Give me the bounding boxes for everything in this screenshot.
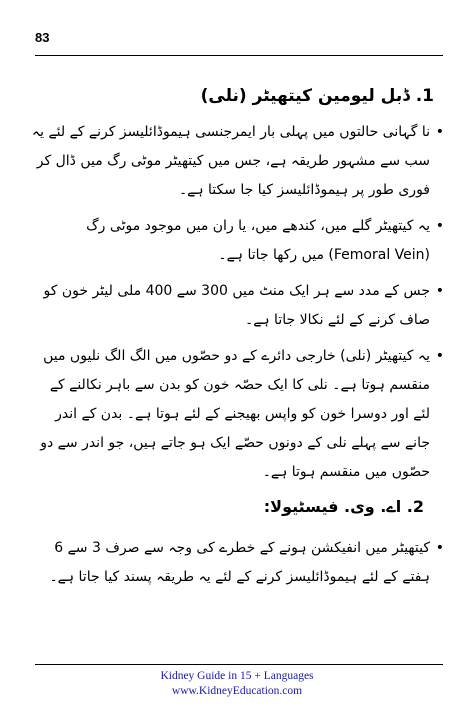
list-item-text: یہ کیتھیٹر گلے میں، کندھے میں، یا ران میں موجود موٹی رگ (Femoral Vein) میں رکھا جاتا ہے۔ <box>86 218 430 263</box>
bullet-icon: • <box>435 348 444 364</box>
section-heading: 1. ڈبل لیومین کیتھیٹر (نلی) <box>200 86 434 106</box>
list-item <box>30 118 444 205</box>
bullet-icon: • <box>435 124 444 140</box>
bullet-icon: • <box>435 540 444 556</box>
footer-website[interactable]: www.KidneyEducation.com <box>171 685 303 697</box>
section-subheading: 2. اے. وی. فیسٹیولا: <box>263 497 424 516</box>
list-item <box>30 342 444 487</box>
list-item-text: نا گہانی حالتوں میں پہلی بار ایمرجنسی ہیموڈائلیسز کرنے کے لئے یہ سب سے مشہور طریقہ ہے، جس میں کیتھیٹر موٹی رگ میں ڈال کر فوری طور پر ہیموڈائلیسز کیا جا سکتا ہے۔ <box>31 124 430 198</box>
footer-title: Kidney Guide in 15 + Languages <box>160 670 314 682</box>
list-item-text: یہ کیتھیٹر (نلی) خارجی دائرے کے دو حصّوں میں الگ الگ نلیوں میں منقسم ہوتا ہے۔ نلی کا ایک حصّہ خون کو بدن سے باہر نکالنے کے لئے اور دوسرا خون کو واپس بھیجنے کے لئے ہوتا ہے۔ بدن کے اندر جانے سے پہلے نلی کے دونوں حصّے ایک ہو جاتے ہیں، جو اندر سے دو حصّوں میں منقسم ہوتا ہے۔ <box>40 348 430 480</box>
page-content <box>30 84 444 599</box>
list-item <box>30 534 444 592</box>
list-item <box>30 277 444 335</box>
list-item <box>30 212 444 270</box>
bullet-icon: • <box>435 218 444 234</box>
page-footer <box>0 669 474 699</box>
list-item-text: کیتھیٹر میں انفیکشن ہونے کے خطرے کی وجہ سے صرف 3 سے 6 ہفتے کے لئے ہیموڈائلیسز کرنے کے لئے یہ طریقہ پسند کیا جاتا ہے۔ <box>49 540 430 585</box>
page-number: 83 <box>35 30 50 45</box>
list-item-text: جس کے مدد سے ہر ایک منٹ میں 300 سے 400 ملی لیٹر خون کو صاف کرنے کے لئے نکالا جاتا ہے۔ <box>43 283 430 328</box>
header-rule <box>35 55 443 56</box>
bullet-icon: • <box>435 283 444 299</box>
footer-rule <box>35 664 443 665</box>
